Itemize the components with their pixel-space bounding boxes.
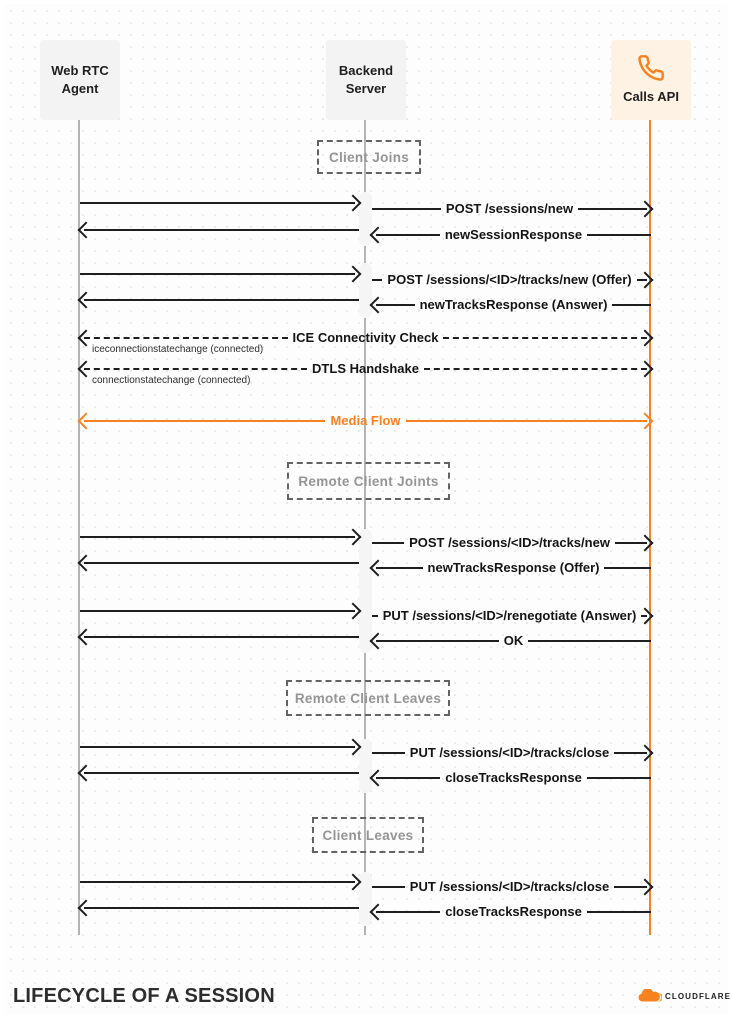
- lifeline-webrtc-agent: [78, 119, 80, 935]
- message-label: closeTracksResponse: [445, 770, 582, 785]
- arrowhead-right-icon: [637, 272, 654, 289]
- relay-arrow-right: [80, 529, 359, 545]
- actor-label: Backend Server: [338, 62, 394, 96]
- message-arrow: [372, 560, 651, 576]
- brand-name: CLOUDFLARE: [665, 991, 732, 1001]
- section-client-joins: [317, 140, 421, 174]
- message-arrow: [372, 201, 651, 217]
- arrowhead-right-icon: [345, 603, 362, 620]
- section-label: Remote Client Joints: [298, 473, 439, 489]
- relay-arrow-left: [80, 765, 359, 781]
- actor-backend-server: [326, 40, 406, 120]
- message-arrow: [372, 904, 651, 920]
- activation-bar: [359, 872, 372, 926]
- message-label: ICE Connectivity Check: [292, 330, 439, 345]
- relay-arrow-left: [80, 900, 359, 916]
- arrowhead-left-icon: [78, 555, 95, 572]
- arrowhead-right-icon: [345, 266, 362, 283]
- arrowhead-right-icon: [637, 745, 654, 762]
- message-arrow: [372, 272, 651, 288]
- message-label: closeTracksResponse: [445, 904, 582, 919]
- arrowhead-right-icon: [637, 879, 654, 896]
- arrowhead-right-icon: [637, 330, 654, 347]
- arrowhead-left-icon: [78, 413, 95, 430]
- section-client-leaves: [312, 817, 424, 853]
- arrowhead-left-icon: [370, 770, 387, 787]
- arrowhead-left-icon: [370, 227, 387, 244]
- arrowhead-right-icon: [345, 195, 362, 212]
- cloudflare-cloud-icon: [637, 989, 662, 1003]
- actor-calls-api: [611, 40, 691, 120]
- message-arrow: [372, 770, 651, 786]
- event-label: iceconnectionstatechange (connected): [92, 344, 264, 355]
- arrowhead-right-icon: [637, 535, 654, 552]
- message-arrow-media-flow: [80, 413, 651, 429]
- arrowhead-left-icon: [78, 765, 95, 782]
- arrowhead-right-icon: [637, 361, 654, 378]
- message-arrow: [372, 879, 651, 895]
- message-arrow: [372, 297, 651, 313]
- section-label: Client Leaves: [322, 827, 414, 843]
- message-label: newTracksResponse (Offer): [427, 560, 600, 575]
- arrowhead-right-icon: [637, 201, 654, 218]
- actor-label: Calls API: [623, 88, 679, 104]
- relay-arrow-right: [80, 874, 359, 890]
- arrowhead-right-icon: [637, 413, 654, 430]
- message-label: POST /sessions/new: [445, 201, 574, 216]
- section-label: Remote Client Leaves: [294, 690, 442, 706]
- relay-arrow-left: [80, 629, 359, 645]
- message-label: PUT /sessions/<ID>/tracks/close: [409, 879, 610, 894]
- activation-bar: [359, 529, 372, 653]
- relay-arrow-right: [80, 603, 359, 619]
- message-arrow: [372, 633, 651, 649]
- relay-arrow-left: [80, 222, 359, 238]
- relay-arrow-left: [80, 292, 359, 308]
- relay-arrow-right: [80, 739, 359, 755]
- arrowhead-right-icon: [345, 874, 362, 891]
- page-title: LIFECYCLE OF A SESSION: [13, 985, 275, 1007]
- section-remote-client-joints: [287, 462, 450, 500]
- arrowhead-left-icon: [370, 297, 387, 314]
- relay-arrow-right: [80, 195, 359, 211]
- message-label: OK: [503, 633, 524, 648]
- message-label: newSessionResponse: [444, 227, 583, 242]
- message-label: POST /sessions/<ID>/tracks/new (Offer): [387, 272, 632, 287]
- arrowhead-left-icon: [370, 904, 387, 921]
- message-label: PUT /sessions/<ID>/tracks/close: [409, 745, 610, 760]
- message-label: newTracksResponse (Answer): [419, 297, 608, 312]
- activation-bar: [359, 263, 372, 318]
- relay-arrow-right: [80, 266, 359, 282]
- arrowhead-left-icon: [370, 560, 387, 577]
- arrowhead-left-icon: [78, 629, 95, 646]
- section-label: Client Joins: [328, 149, 410, 165]
- message-arrow: [372, 745, 651, 761]
- arrowhead-left-icon: [78, 292, 95, 309]
- arrowhead-right-icon: [345, 529, 362, 546]
- message-label: DTLS Handshake: [312, 361, 419, 376]
- message-label: Media Flow: [330, 413, 401, 428]
- message-arrow: [372, 227, 651, 243]
- message-label: PUT /sessions/<ID>/renegotiate (Answer): [382, 608, 637, 623]
- arrowhead-right-icon: [345, 739, 362, 756]
- message-arrow: [372, 535, 651, 551]
- activation-bar: [359, 192, 372, 246]
- message-label: POST /sessions/<ID>/tracks/new: [409, 535, 610, 550]
- message-arrow: [372, 608, 651, 624]
- arrowhead-left-icon: [78, 900, 95, 917]
- event-label: connectionstatechange (connected): [92, 375, 251, 386]
- section-remote-client-leaves: [286, 680, 450, 716]
- arrowhead-left-icon: [78, 222, 95, 239]
- arrowhead-left-icon: [370, 633, 387, 650]
- cloudflare-logo: [637, 989, 731, 1003]
- relay-arrow-left: [80, 555, 359, 571]
- phone-icon: [637, 54, 665, 82]
- actor-webrtc-agent: [40, 40, 120, 120]
- actor-label: Web RTC Agent: [51, 62, 109, 96]
